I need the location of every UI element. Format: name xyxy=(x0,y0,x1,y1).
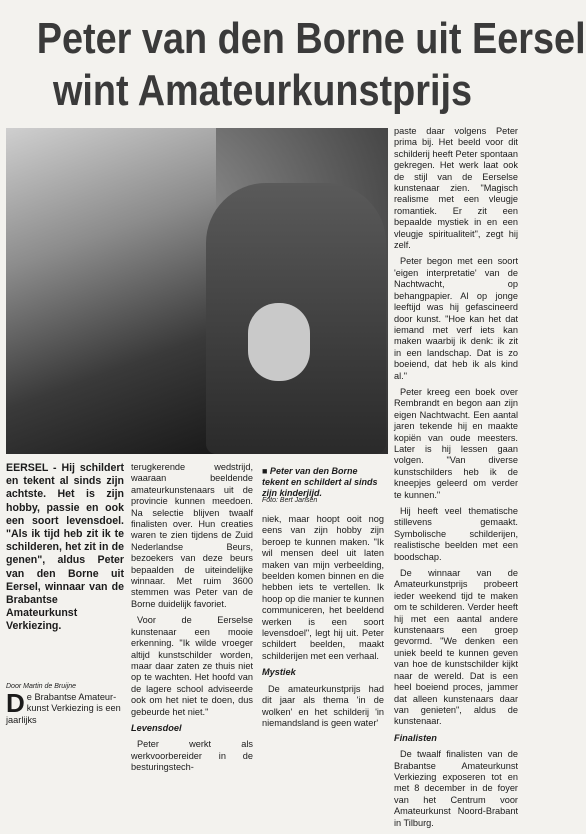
column-3-paragraph-2: De amateurkunstprijs had dit jaar als thema 'in de wolken' en het schilderij 'in niemandsland is geen water' xyxy=(262,683,384,728)
column-3 xyxy=(262,514,384,734)
column-2 xyxy=(131,462,253,779)
byline: Door Martin de Bruijne xyxy=(6,683,77,690)
subhead-mystiek: Mystiek xyxy=(262,667,296,678)
column-4-paragraph-3: Peter kreeg een boek over Rembrandt en begon aan zijn eigen Nachtwacht. Een aantal jaren tekende hij en maakte kopiën van oude meesters. Later is hij lessen gaan volgen. "Van diverse kunstschilders heb ik de kneepjes geleerd om verder te kunnen." xyxy=(394,386,518,500)
article-photo xyxy=(6,128,388,454)
column-1-text: e Brabantse Amateur-kunst Verkiezing is een jaarlijks xyxy=(6,692,121,725)
column-2-paragraph-3: Peter werkt als werkvoorbereider in de besturingstech- xyxy=(131,739,253,773)
lead-text: EERSEL - Hij schildert en tekent al sinds zijn achtste. Het is zijn hobby, passie en ook een soort levensdoel. "Als ik tijd heb zit ik te schilderen, het zit in de genen", aldus Peter van den Borne uit Eersel, winnaar van de Brabantse Amateurkunst Verkiezing. xyxy=(6,462,124,633)
lead-paragraph xyxy=(6,462,124,634)
column-4-paragraph-2: Peter begon met een soort 'eigen interpretatie' van de Nachtwacht, op behangpapier. Al op jonge leeftijd was hij gefascineerd door kunst. "Hoe kan het dat iemand met verf iets kan maken waarbij ik denk: ik zit in een landschap. Dat is zo boeiend, dat heb ik als kind al." xyxy=(394,256,518,381)
headline-line-2: wint Amateurkunstprijs xyxy=(52,66,473,115)
column-3-paragraph-1: niek, maar hoopt ooit nog eens van zijn hobby zijn beroep te kunnen maken. "Ik wil mensen deel uit laten maken van mijn verbeelding, beelden komen binnen en die hebben iets te vertellen. Ik hoop op die manier te kunnen communiceren, het beeldend werken is een soort levensdoel", legt hij uit. Peter schildert beelden, maakt schilderijen met een verhaal. xyxy=(262,514,384,661)
column-4 xyxy=(394,126,518,834)
photo-caption: ■ Peter van den Borne tekent en schildert al sinds zijn kinderjijd. xyxy=(262,466,378,498)
column-2-paragraph-2: Voor de Eerselse kunstenaar een mooie erkenning. "Ik wilde vroeger altijd kunstschilder worden, maar daar zaten ze thuis niet op te wachten. Het hoofd van de lagere school adviseerde ook om het niet te doen, dus gebeurde het niet." xyxy=(131,615,253,717)
column-4-paragraph-4: Hij heeft veel thematische stillevens gemaakt. Symbolische schilderijen, realistische beelden met een boodschap. xyxy=(394,506,518,562)
subhead-finalisten: Finalisten xyxy=(394,732,437,743)
column-4-paragraph-5: De winnaar van de Amateurkunstprijs probeert ieder weekend tijd te maken om te schilderen. Verder heeft hij met een aantal andere kunstenaars een groep gevormd. "We denken een uniek beeld te kunnen geven van hoe de kunstschilder kijkt naar de wereld. Dat is een heel boeiend proces, jammer dat alleen kunstenaars daar van genieten", aldus de kunstenaar. xyxy=(394,568,518,727)
painting-canvas xyxy=(6,128,216,454)
column-4-paragraph-1: paste daar volgens Peter prima bij. Het beeld voor dit schilderij heeft Peter spontaan gekregen. Het werk laat ook de stijl van de Eerselse kunstenaar zien. "Magisch realisme met een vleugje romantiek. Er zit een bepaalde mystiek in en een vleugje spiritualiteit", zegt hij zelf. xyxy=(394,126,518,251)
column-2-paragraph-1: terugkerende wedstrijd, waaraan beeldende amateurkunstenaars uit de provincie kunnen meedoen. Na selectie blijven twaalf finalisten over. Hun creaties waren te zien tijdens de Zuid Nederlandse Beurs, bezoekers van deze beurs bepaalden de uiteindelijke winnaar. Met ruim 3600 stemmen was Peter van de Borne duidelijk favoriet. xyxy=(131,462,253,609)
column-1-body xyxy=(6,688,124,726)
dropcap: D xyxy=(6,688,25,718)
artist-face xyxy=(248,303,310,381)
headline-line-1: Peter van den Borne uit Eersel xyxy=(36,14,586,63)
subhead-levensdoel: Levensdoel xyxy=(131,722,182,733)
column-4-paragraph-6: De twaalf finalisten van de Brabantse Amateurkunst Verkiezing exposeren tot en met 8 december in de foyer van het Centrum voor Amateurkunst Noord-Brabant in Tilburg. xyxy=(394,749,518,828)
photo-credit: Foto: Bert Jansen xyxy=(262,497,318,504)
